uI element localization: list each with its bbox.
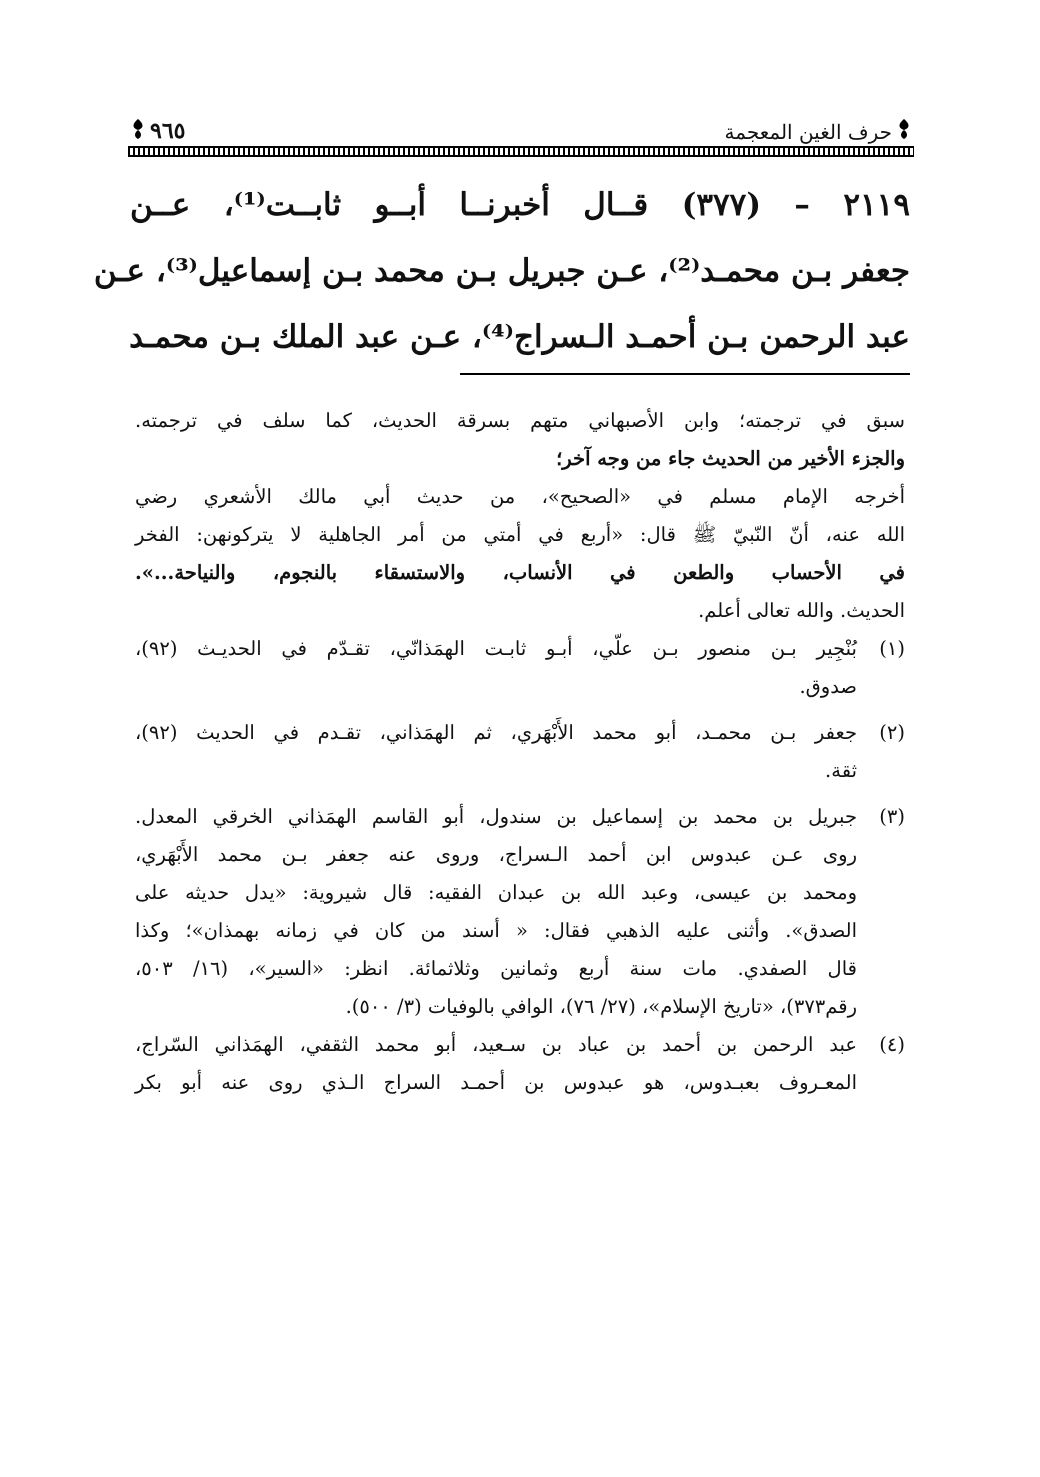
- header-rule: [128, 146, 914, 157]
- footnote-1: [135, 630, 905, 706]
- footnote-number: (٣): [879, 805, 905, 828]
- footnote-number: (٤): [879, 1033, 905, 1056]
- hadith-line: عبد الرحمن بـن أحمـد الـسراج⁽⁴⁾، عـن عبد الملك بـن محمـد: [129, 319, 910, 355]
- page-number: ٩٦٥: [150, 118, 186, 144]
- note-line: المعـروف بعبـدوس، هو عبدوس بن أحمـد السراج الـذي روى عنه أبو بكر: [135, 1071, 857, 1094]
- note-line: صدوق.: [799, 675, 857, 698]
- note-line: ثقة.: [825, 759, 857, 782]
- note-line: الله عنه، أنّ النّبيّ ﷺ قال: «أربع في أمتي من أمر الجاهلية لا يتركونهن: الفخر: [135, 523, 905, 546]
- section-title: حرف الغين المعجمة: [724, 120, 892, 144]
- note-line: ومحمد بن عيسى، وعبد الله بن عبدان الفقيه: قال شيروية: «يدل حديثه على: [135, 881, 857, 904]
- footnote-3: [135, 798, 905, 1026]
- hadith-line: ٢١١٩ – (٣٧٧) قــال أخبرنــا أبــو ثابــت⁽¹⁾، عــن: [130, 187, 910, 223]
- note-line: أخرجه الإمام مسلم في «الصحيح»، من حديث أبي مالك الأشعري رضي: [135, 485, 905, 508]
- note-line: الحديث. والله تعالى أعلم.: [698, 599, 905, 622]
- footnote-number: (١): [879, 637, 905, 660]
- footnotes-area: [135, 402, 905, 1102]
- note-line: سبق في ترجمته؛ وابن الأصبهاني متهم بسرقة الحديث، كما سلف في ترجمته.: [135, 409, 905, 432]
- footnote-number: (٢): [879, 721, 905, 744]
- note-line: والجزء الأخير من الحديث جاء من وجه آخر؛: [556, 447, 905, 470]
- ornament-icon: [894, 118, 914, 140]
- hadith-text: [93, 172, 910, 370]
- footnote-2: [135, 714, 905, 790]
- note-line: الصدق». وأثنى عليه الذهبي فقال: « أسند من كان في زمانه بهمذان»؛ وكذا: [135, 919, 857, 942]
- page-header: [128, 118, 914, 158]
- note-line: قال الصفدي. مات سنة أربع وثمانين وثلاثمائة. انظر: «السير»، (١٦/ ٥٠٣،: [135, 957, 857, 980]
- footnote-4: [135, 1026, 905, 1102]
- hadith-line: جعفر بـن محمـد⁽²⁾، عـن جبريل بـن محمد بـن إسماعيل⁽³⁾، عـن: [93, 253, 910, 289]
- ornament-icon: [128, 118, 148, 140]
- note-line: روى عـن عبدوس ابن أحمد الـسراج، وروى عنه جعفر بـن محمد الأَبْهَري،: [135, 843, 857, 866]
- note-line: رقم٣٧٣)، «تاريخ الإسلام»، (٢٧/ ٧٦)، الوافي بالوفيات (٣/ ٥٠٠).: [345, 995, 857, 1018]
- note-line: عبد الرحمن بن أحمد بن عباد بن سـعيد، أبو محمد الثقفي، الهمَذاني السّراج،: [135, 1033, 857, 1056]
- note-line: جعفر بـن محمـد، أبو محمد الأَبْهَري، ثم الهمَذاني، تقـدم في الحديث (٩٢)،: [135, 721, 857, 744]
- note-line: بُنْجِير بـن منصور بـن علّي، أبـو ثابـت الهمَذانّي، تقـدّم في الحديـث (٩٢)،: [135, 637, 857, 660]
- previous-footnote-continuation: [135, 402, 905, 630]
- note-line: جبريل بن محمد بن إسماعيل بن سندول، أبو القاسم الهمَذاني الخرقي المعدل.: [135, 805, 857, 828]
- note-line: في الأحساب والطعن في الأنساب، والاستسقاء بالنجوم، والنياحة...».: [135, 561, 905, 584]
- footnote-separator: [460, 373, 910, 375]
